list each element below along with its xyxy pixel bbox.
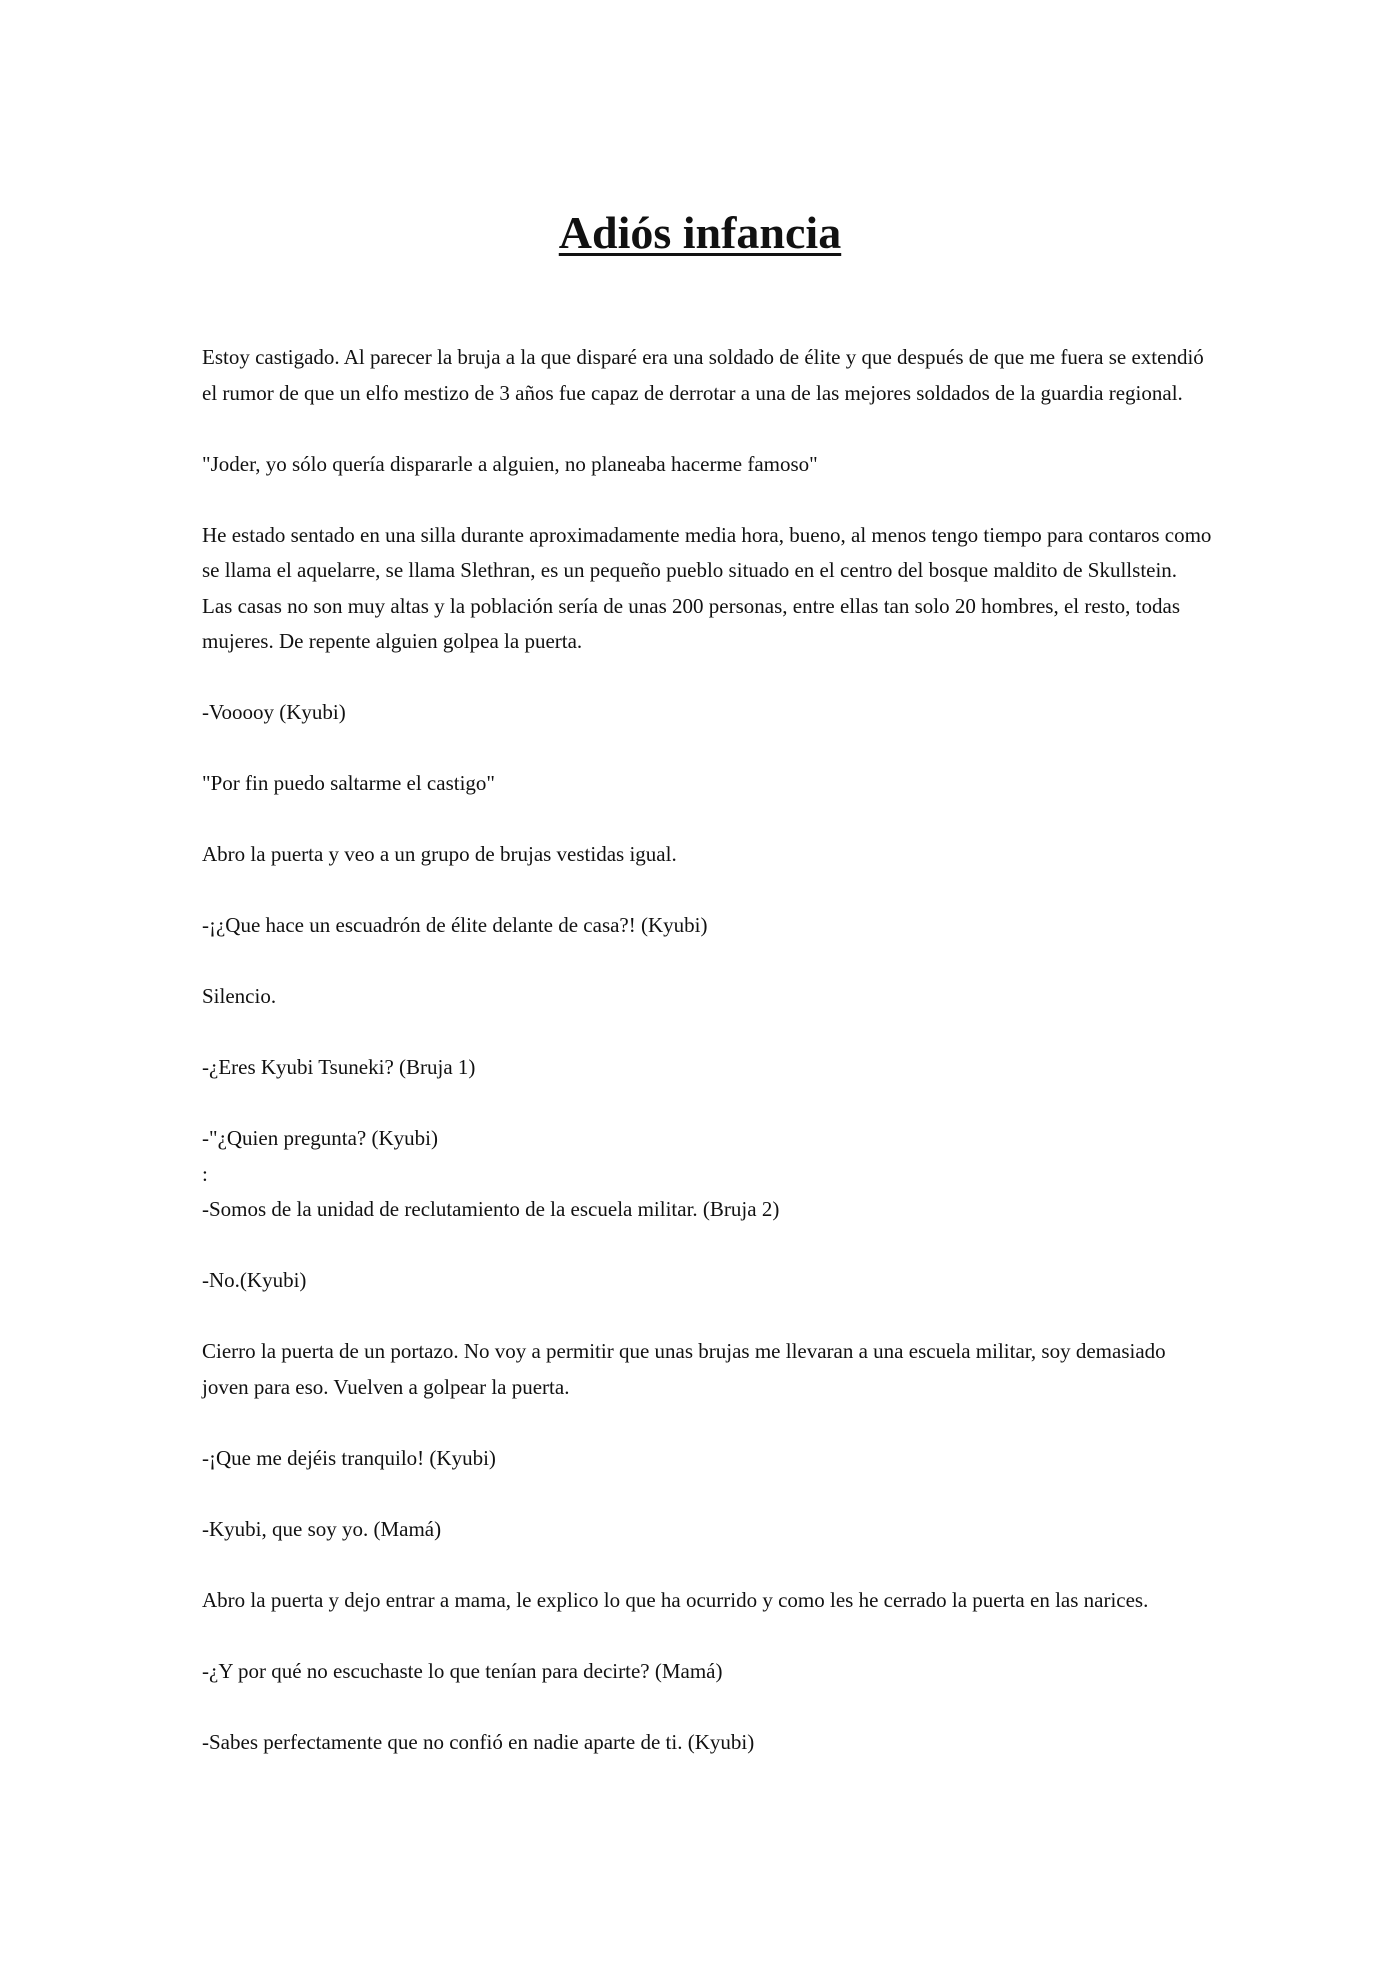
paragraph: Estoy castigado. Al parecer la bruja a la que disparé era una soldado de élite y que después de que me fuera se extendió el rumor de que un elfo mestizo de 3 años fue capaz de derrotar a una de las mejores soldados de la guardia regional. [202,345,1210,405]
dialogue-line: -¡¿Que hace un escuadrón de élite delante de casa?! (Kyubi) [202,913,708,937]
dialogue-line: -¿Eres Kyubi Tsuneki? (Bruja 1) [202,1055,476,1079]
dialogue-line: -Kyubi, que soy yo. (Mamá) [202,1516,442,1541]
dialogue-line: -Sabes perfectamente que no confió en nadie aparte de ti. (Kyubi) [202,1729,755,1754]
paragraph: Silencio. [202,984,277,1008]
paragraph: Abro la puerta y dejo entrar a mama, le explico lo que ha ocurrido y como les he cerrado la puerta en las narices. [202,1587,1149,1612]
dialogue-line: -"¿Quien pregunta? (Kyubi) [202,1126,438,1150]
paragraph: Abro la puerta y veo a un grupo de brujas vestidas igual. [202,842,677,866]
document-body [202,340,1217,1796]
dialogue-line: -No.(Kyubi) [202,1268,307,1292]
dialogue-line: -Somos de la unidad de reclutamiento de la escuela militar. (Bruja 2) [202,1197,780,1221]
document-title-text: Adiós infancia [558,207,842,258]
paragraph: He estado sentado en una silla durante aproximadamente media hora, bueno, al menos tengo tiempo para contaros como se llama el aquelarre, se llama Slethran, es un pequeño pueblo situado en el centro del bosque maldito de Skullstein. Las casas no son muy altas y la población sería de unas 200 personas, entre ellas tan solo 20 hombres, el resto, todas mujeres. De repente alguien golpea la puerta. [202,522,1217,653]
document-title [0,203,1400,263]
dialogue-line: -¿Y por qué no escuchaste lo que tenían para decirte? (Mamá) [202,1658,723,1683]
paragraph: "Joder, yo sólo quería dispararle a alguien, no planeaba hacerme famoso" [202,451,818,476]
dialogue-line: -¡Que me dejéis tranquilo! (Kyubi) [202,1445,496,1470]
separator-line: : [202,1161,208,1186]
paragraph: Cierro la puerta de un portazo. No voy a permitir que unas brujas me llevaran a una escuela militar, soy demasiado joven para eso. Vuelven a golpear la puerta. [202,1339,1171,1399]
dialogue-line: -Vooooy (Kyubi) [202,700,346,724]
paragraph: "Por fin puedo saltarme el castigo" [202,771,495,795]
